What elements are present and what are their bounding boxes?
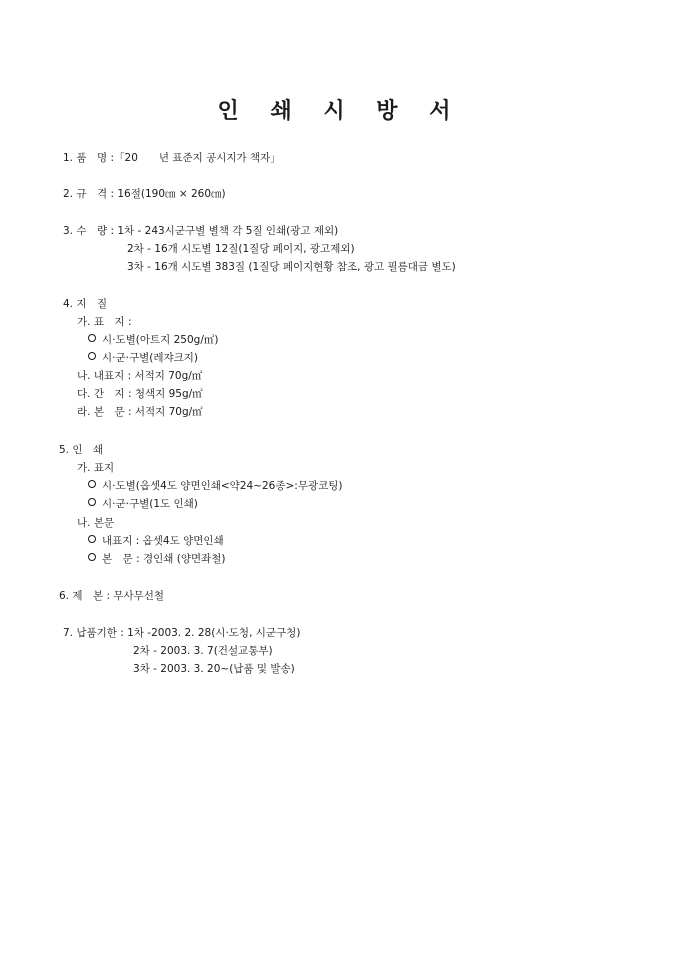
- item-6-binding: 6. 제 본 : 무사무선철: [59, 590, 165, 602]
- circle-bullet-icon: [88, 535, 96, 543]
- item-4-body-paper: 라. 본 문 : 서적지 70g/㎡: [77, 406, 203, 418]
- circle-bullet-icon: [88, 480, 96, 488]
- item-4-cover-sub2-text: 시·군·구별(레쟈크지): [102, 352, 199, 364]
- item-7-delivery-line3: 3차 - 2003. 3. 20~(납품 및 발송): [133, 663, 295, 675]
- item-5-cover-sub1-text: 시·도별(옵셋4도 양면인쇄<약24~26종>:무광코팅): [102, 480, 343, 492]
- item-5-body-sub2: [88, 552, 226, 566]
- item-2-size: 2. 규 격 : 16절(190㎝ × 260㎝): [63, 188, 226, 200]
- item-7-delivery-line1: 7. 납품기한 : 1차 -2003. 2. 28(시·도청, 시군구청): [63, 627, 301, 639]
- item-3-quantity-line1: 3. 수 량 : 1차 - 243시군구별 별책 각 5질 인쇄(광고 제외): [63, 225, 339, 237]
- item-5-cover: 가. 표지: [77, 462, 115, 474]
- item-5-heading: 5. 인 쇄: [59, 444, 104, 456]
- item-3-quantity-line2: 2차 - 16개 시도별 12질(1질당 페이지, 광고제외): [127, 243, 355, 255]
- item-5-body-sub1: [88, 534, 224, 548]
- item-3-quantity-line3: 3차 - 16개 시도별 383질 (1질당 페이지현황 참조, 광고 필름대금 별도): [127, 261, 456, 273]
- item-5-cover-sub2: [88, 497, 198, 511]
- item-5-body-sub2-text: 본 문 : 경인쇄 (양면좌철): [102, 553, 226, 565]
- circle-bullet-icon: [88, 334, 96, 342]
- circle-bullet-icon: [88, 498, 96, 506]
- item-1-product-name: 1. 품 명 :「20 년 표준지 공시지가 책자」: [63, 152, 281, 164]
- document-title: 인 쇄 시 방 서: [217, 99, 463, 124]
- item-5-body-sub1-text: 내표지 : 옵셋4도 양면인쇄: [102, 535, 224, 547]
- item-4-cover-sub2: [88, 351, 198, 365]
- item-4-cover-sub1-text: 시·도별(아트지 250g/㎡): [102, 334, 219, 346]
- item-4-inner-cover: 나. 내표지 : 서적지 70g/㎡: [77, 370, 203, 382]
- item-4-cover: 가. 표 지 :: [77, 316, 132, 328]
- item-5-cover-sub2-text: 시·군·구별(1도 인쇄): [102, 498, 198, 510]
- item-4-divider-paper: 다. 간 지 : 청색지 95g/㎡: [77, 388, 203, 400]
- item-4-cover-sub1: [88, 333, 218, 347]
- item-4-heading: 4. 지 질: [63, 298, 108, 310]
- item-5-cover-sub1: [88, 479, 343, 493]
- item-7-delivery-line2: 2차 - 2003. 3. 7(건설교통부): [133, 645, 273, 657]
- circle-bullet-icon: [88, 352, 96, 360]
- item-5-body: 나. 본문: [77, 517, 115, 529]
- circle-bullet-icon: [88, 553, 96, 561]
